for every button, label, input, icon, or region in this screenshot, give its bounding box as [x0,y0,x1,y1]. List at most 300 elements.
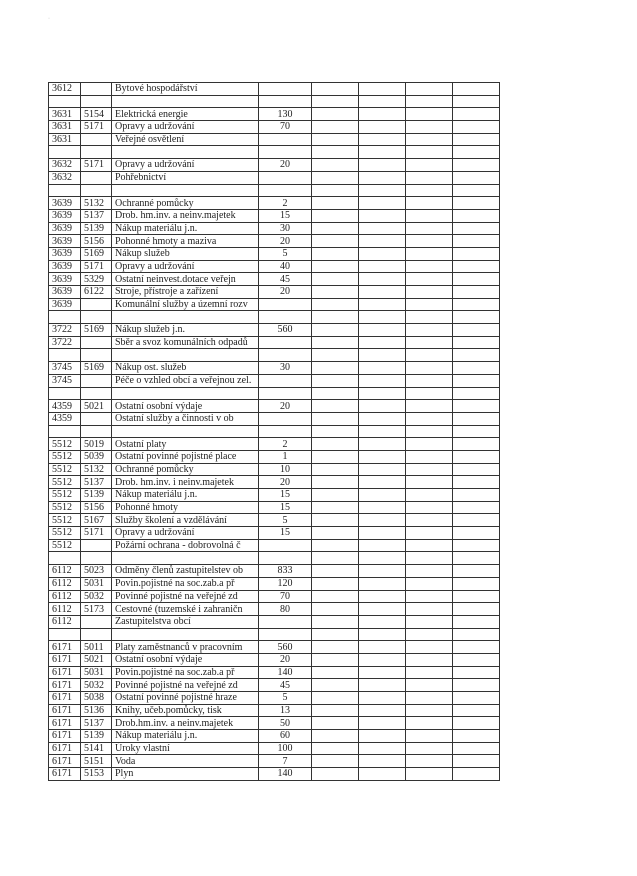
paragraph-cell: 3722 [49,324,81,337]
item-code-cell [81,349,112,362]
amount-cell: 7 [259,755,312,768]
paragraph-cell: 3639 [49,209,81,222]
empty-cell [312,108,359,121]
empty-cell [406,768,453,781]
empty-cell [406,590,453,603]
budget-table [48,82,500,781]
table-row [49,184,500,197]
item-code-cell: 5329 [81,273,112,286]
empty-cell [453,615,500,628]
empty-cell [453,121,500,134]
table-row [49,476,500,489]
item-code-cell: 5169 [81,362,112,375]
item-code-cell: 5156 [81,501,112,514]
empty-cell [406,121,453,134]
empty-cell [406,209,453,222]
empty-cell [453,184,500,197]
paragraph-cell [49,146,81,159]
item-text-cell: Veřejné osvětlení [112,133,259,146]
item-code-cell: 5039 [81,450,112,463]
table-row [49,768,500,781]
item-code-cell: 5019 [81,438,112,451]
table-row [49,273,500,286]
empty-cell [359,653,406,666]
empty-cell [312,324,359,337]
empty-cell [453,704,500,717]
item-code-cell: 5031 [81,666,112,679]
empty-cell [453,425,500,438]
empty-cell [312,260,359,273]
empty-cell [406,641,453,654]
empty-cell [312,222,359,235]
item-code-cell: 5167 [81,514,112,527]
item-code-cell: 5141 [81,742,112,755]
item-text-cell [112,184,259,197]
table-row [49,400,500,413]
amount-cell: 140 [259,666,312,679]
item-code-cell [81,615,112,628]
empty-cell [312,438,359,451]
empty-cell [312,463,359,476]
empty-cell [359,197,406,210]
empty-cell [312,387,359,400]
item-text-cell: Plyn [112,768,259,781]
empty-cell [406,298,453,311]
table-row [49,692,500,705]
item-code-cell [81,425,112,438]
table-row [49,286,500,299]
empty-cell [406,222,453,235]
item-code-cell: 5136 [81,704,112,717]
empty-cell [312,336,359,349]
item-code-cell: 5023 [81,565,112,578]
item-text-cell: Pohonné hmoty a maziva [112,235,259,248]
table-row [49,577,500,590]
item-code-cell [81,539,112,552]
empty-cell [453,159,500,172]
paragraph-cell: 3631 [49,108,81,121]
amount-cell: 15 [259,527,312,540]
empty-cell [312,298,359,311]
amount-cell: 30 [259,362,312,375]
empty-cell [453,438,500,451]
empty-cell [312,83,359,96]
item-code-cell: 5132 [81,197,112,210]
table-row [49,324,500,337]
empty-cell [312,615,359,628]
empty-cell [453,108,500,121]
empty-cell [406,184,453,197]
empty-cell [312,730,359,743]
item-text-cell: Drob. hm.inv. i neinv.majetek [112,476,259,489]
item-code-cell: 5139 [81,730,112,743]
empty-cell [312,171,359,184]
item-text-cell: Drob. hm.inv. a neinv.majetek [112,209,259,222]
empty-cell [453,577,500,590]
empty-cell [312,704,359,717]
amount-cell: 13 [259,704,312,717]
empty-cell [359,679,406,692]
paragraph-cell: 3639 [49,247,81,260]
empty-cell [312,527,359,540]
item-code-cell: 5169 [81,247,112,260]
empty-cell [406,425,453,438]
empty-cell [359,527,406,540]
item-code-cell: 5021 [81,400,112,413]
amount-cell: 60 [259,730,312,743]
empty-cell [406,603,453,616]
item-code-cell [81,336,112,349]
amount-cell: 40 [259,260,312,273]
empty-cell [312,653,359,666]
empty-cell [453,324,500,337]
amount-cell: 20 [259,476,312,489]
empty-cell [312,641,359,654]
empty-cell [406,666,453,679]
item-text-cell: Služby školení a vzdělávání [112,514,259,527]
empty-cell [453,730,500,743]
empty-cell [406,159,453,172]
empty-cell [453,133,500,146]
empty-cell [359,387,406,400]
table-row [49,146,500,159]
paragraph-cell [49,628,81,641]
table-row [49,438,500,451]
table-row [49,603,500,616]
table-row [49,565,500,578]
empty-cell [359,501,406,514]
item-code-cell: 5156 [81,235,112,248]
paragraph-cell: 5512 [49,463,81,476]
item-text-cell [112,425,259,438]
table-row [49,197,500,210]
empty-cell [406,628,453,641]
amount-cell: 130 [259,108,312,121]
empty-cell [312,717,359,730]
paragraph-cell [49,95,81,108]
empty-cell [359,565,406,578]
empty-cell [312,450,359,463]
empty-cell [312,755,359,768]
empty-cell [359,615,406,628]
table-row [49,489,500,502]
empty-cell [406,260,453,273]
empty-cell [359,412,406,425]
item-code-cell: 5132 [81,463,112,476]
empty-cell [453,387,500,400]
paragraph-cell: 3631 [49,121,81,134]
table-row [49,425,500,438]
amount-cell: 560 [259,641,312,654]
empty-cell [406,755,453,768]
empty-cell [359,742,406,755]
item-code-cell: 5031 [81,577,112,590]
empty-cell [312,374,359,387]
item-text-cell: Nákup materiálu j.n. [112,222,259,235]
item-text-cell: Nákup služeb [112,247,259,260]
empty-cell [312,235,359,248]
empty-cell [406,95,453,108]
empty-cell [312,476,359,489]
item-text-cell: Ostatní osobní výdaje [112,653,259,666]
amount-cell: 20 [259,235,312,248]
empty-cell [453,463,500,476]
paragraph-cell: 6112 [49,577,81,590]
table-row [49,679,500,692]
amount-cell [259,552,312,565]
amount-cell: 50 [259,717,312,730]
empty-cell [359,235,406,248]
item-text-cell: Opravy a udržování [112,260,259,273]
empty-cell [359,450,406,463]
empty-cell [406,197,453,210]
amount-cell: 120 [259,577,312,590]
empty-cell [359,400,406,413]
table-row [49,704,500,717]
paragraph-cell: 4359 [49,412,81,425]
amount-cell [259,387,312,400]
table-row [49,755,500,768]
item-text-cell: Požární ochrana - dobrovolná č [112,539,259,552]
paragraph-cell: 3639 [49,286,81,299]
empty-cell [406,108,453,121]
item-text-cell: Povin.pojistné na soc.zab.a př [112,577,259,590]
empty-cell [359,768,406,781]
empty-cell [359,184,406,197]
empty-cell [406,438,453,451]
empty-cell [312,400,359,413]
item-code-cell: 5151 [81,755,112,768]
empty-cell [453,362,500,375]
amount-cell: 20 [259,653,312,666]
item-code-cell: 6122 [81,286,112,299]
empty-cell [453,666,500,679]
item-code-cell [81,552,112,565]
amount-cell [259,349,312,362]
empty-cell [453,209,500,222]
amount-cell: 5 [259,247,312,260]
empty-cell [406,336,453,349]
paragraph-cell [49,552,81,565]
empty-cell [453,717,500,730]
paragraph-cell: 5512 [49,476,81,489]
empty-cell [453,400,500,413]
item-text-cell: Nákup ost. služeb [112,362,259,375]
table-row [49,590,500,603]
item-code-cell [81,387,112,400]
item-text-cell: Povinné pojistné na veřejné zd [112,679,259,692]
empty-cell [312,489,359,502]
item-text-cell: Knihy, učeb.pomůcky, tisk [112,704,259,717]
empty-cell [453,336,500,349]
empty-cell [359,514,406,527]
empty-cell [359,704,406,717]
item-text-cell: Platy zaměstnanců v pracovním [112,641,259,654]
empty-cell [453,146,500,159]
paragraph-cell: 6112 [49,603,81,616]
empty-cell [406,565,453,578]
empty-cell [406,273,453,286]
empty-cell [453,450,500,463]
item-text-cell: Drob.hm.inv. a neinv.majetek [112,717,259,730]
item-code-cell [81,412,112,425]
empty-cell [406,450,453,463]
empty-cell [453,653,500,666]
amount-cell: 45 [259,679,312,692]
amount-cell [259,336,312,349]
empty-cell [359,349,406,362]
table-row [49,298,500,311]
empty-cell [453,298,500,311]
paragraph-cell: 6171 [49,679,81,692]
table-row [49,514,500,527]
empty-cell [453,235,500,248]
item-text-cell [112,95,259,108]
paragraph-cell: 5512 [49,539,81,552]
item-text-cell: Bytové hospodářství [112,83,259,96]
paragraph-cell: 5512 [49,501,81,514]
table-row [49,222,500,235]
item-text-cell: Cestovné (tuzemské i zahraničn [112,603,259,616]
empty-cell [453,412,500,425]
empty-cell [406,692,453,705]
empty-cell [406,412,453,425]
amount-cell: 20 [259,286,312,299]
empty-cell [359,603,406,616]
paragraph-cell: 6171 [49,730,81,743]
amount-cell [259,83,312,96]
empty-cell [312,95,359,108]
table-row [49,450,500,463]
empty-cell [359,298,406,311]
empty-cell [453,83,500,96]
empty-cell [359,171,406,184]
paragraph-cell: 3639 [49,260,81,273]
table-row [49,387,500,400]
amount-cell: 20 [259,400,312,413]
paragraph-cell: 6171 [49,768,81,781]
amount-cell: 15 [259,489,312,502]
paragraph-cell [49,349,81,362]
empty-cell [406,374,453,387]
empty-cell [453,641,500,654]
item-text-cell: Komunální služby a územní rozv [112,298,259,311]
paragraph-cell: 6171 [49,641,81,654]
table-row [49,374,500,387]
amount-cell: 20 [259,159,312,172]
amount-cell: 45 [259,273,312,286]
item-text-cell: Ostatní služby a činnosti v ob [112,412,259,425]
empty-cell [312,552,359,565]
item-code-cell: 5171 [81,159,112,172]
item-text-cell [112,349,259,362]
item-text-cell [112,628,259,641]
empty-cell [359,159,406,172]
empty-cell [406,704,453,717]
paragraph-cell [49,387,81,400]
item-code-cell [81,83,112,96]
amount-cell: 2 [259,438,312,451]
empty-cell [359,324,406,337]
item-code-cell: 5171 [81,527,112,540]
item-code-cell [81,95,112,108]
table-row [49,209,500,222]
paragraph-cell: 6171 [49,653,81,666]
empty-cell [312,273,359,286]
empty-cell [359,717,406,730]
amount-cell: 15 [259,209,312,222]
empty-cell [453,552,500,565]
empty-cell [312,412,359,425]
amount-cell: 80 [259,603,312,616]
empty-cell [359,628,406,641]
empty-cell [312,311,359,324]
table-row [49,653,500,666]
empty-cell [406,742,453,755]
empty-cell [312,628,359,641]
table-row [49,349,500,362]
item-text-cell [112,311,259,324]
empty-cell [312,679,359,692]
empty-cell [406,717,453,730]
empty-cell [406,400,453,413]
empty-cell [312,501,359,514]
empty-cell [406,501,453,514]
empty-cell [359,286,406,299]
empty-cell [406,730,453,743]
table-row [49,730,500,743]
table-row [49,552,500,565]
empty-cell [312,349,359,362]
paragraph-cell: 3632 [49,159,81,172]
empty-cell [359,552,406,565]
empty-cell [453,603,500,616]
empty-cell [359,577,406,590]
paragraph-cell: 3631 [49,133,81,146]
table-row [49,108,500,121]
empty-cell [453,527,500,540]
empty-cell [453,374,500,387]
item-text-cell [112,387,259,400]
empty-cell [453,171,500,184]
empty-cell [359,133,406,146]
item-text-cell: Ochranné pomůcky [112,197,259,210]
paragraph-cell: 5512 [49,514,81,527]
empty-cell [359,121,406,134]
item-code-cell: 5139 [81,222,112,235]
table-row [49,336,500,349]
paragraph-cell: 6112 [49,615,81,628]
paragraph-cell [49,184,81,197]
table-row [49,539,500,552]
empty-cell [312,133,359,146]
item-text-cell: Stroje, přístroje a zařízení [112,286,259,299]
paragraph-cell: 3639 [49,197,81,210]
item-code-cell [81,171,112,184]
item-text-cell: Opravy a udržování [112,527,259,540]
empty-cell [453,514,500,527]
empty-cell [453,768,500,781]
empty-cell [359,222,406,235]
empty-cell [453,679,500,692]
table-row [49,362,500,375]
paragraph-cell: 6171 [49,742,81,755]
item-code-cell: 5139 [81,489,112,502]
empty-cell [359,692,406,705]
empty-cell [359,489,406,502]
empty-cell [312,197,359,210]
item-code-cell: 5153 [81,768,112,781]
